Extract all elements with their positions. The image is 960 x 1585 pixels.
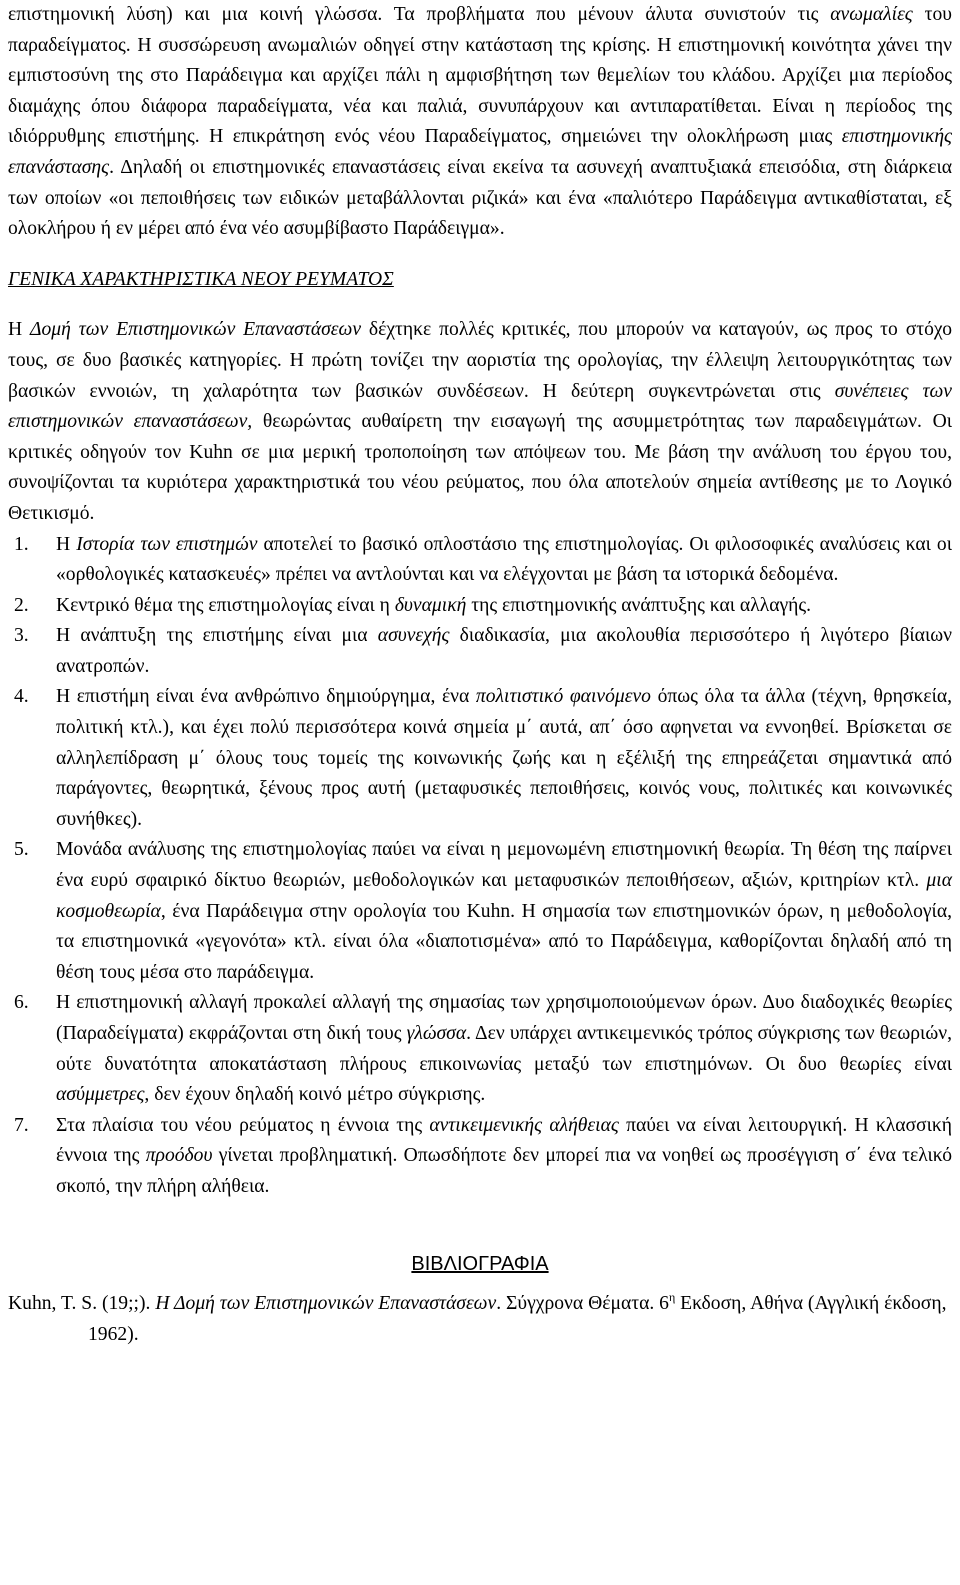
text-run: αποτελεί το βασικό οπλοστάσιο της επιστημολογίας. Οι φιλοσοφικές αναλύσεις και οι «ορθολογικές κατασκευές» πρέπει να αντλούνται και να ελέγχονται με βάση τα ιστορικά δεδομένα. [56, 533, 952, 586]
italic-text: ασύμμετρες [56, 1084, 145, 1106]
text-run: της επιστημονικής ανάπτυξης και αλλαγής. [466, 594, 812, 616]
italic-text: γλώσσα [406, 1023, 467, 1044]
italic-text: Δομή των Επιστημονικών Επαναστάσεων [30, 319, 362, 341]
italic-text: δυναμική [394, 594, 467, 616]
text-run: Στα πλαίσια του νέου ρεύματος η έννοια της [56, 1114, 430, 1136]
text-run: παύει να είναι λειτουργική. Η κλασσική έννοια της [56, 1114, 952, 1167]
list-item-text [56, 992, 952, 1105]
list-item [14, 621, 952, 682]
list-item-text [56, 839, 952, 982]
text-run: , δεν έχουν δηλαδή κοινό μέτρο σύγκρισης. [144, 1084, 486, 1106]
text-run: Μονάδα ανάλυσης της επιστημολογίας παύει να είναι η μεμονωμένη επιστημονική θεωρία. Τη θέση της παίρνει ένα ευρύ σφαιρικό δίκτυο θεωριών, μεθοδολογικών και μεταφυσικών πεποιθήσεων, αξιών, κριτηρίων κτλ. [56, 839, 952, 892]
list-item-text [56, 1115, 952, 1197]
text-run: . Δεν υπάρχει αντικειμενικός τρόπος σύγκρισης των θεωριών, ούτε δυνατότητα αποκατάσταση πλήρους επικοινωνίας μεταξύ των επιστημόνων. Οι δυο θεωρίες είναι [56, 1023, 952, 1075]
section-heading: ΓΕΝΙΚΑ ΧΑΡΑΚΤΗΡΙΣΤΙΚΑ ΝΕΟΥ ΡΕΥΜΑΤΟΣ [8, 268, 394, 290]
body-paragraph [8, 0, 952, 245]
features-list [8, 530, 952, 1203]
intro-paragraph [8, 315, 952, 529]
text-run: Η επιστήμη είναι ένα ανθρώπινο δημιούργημα, ένα [56, 686, 476, 708]
text-run: Η επιστημονική αλλαγή προκαλεί αλλαγή της σημασίας των χρησιμοποιούμενων όρων. Δυο διαδοχικές θεωρίες (Παραδείγματα) εκφράζονται στη δική τους [56, 992, 952, 1044]
list-item [14, 988, 952, 1110]
list-item-number: 4. [14, 686, 29, 708]
italic-text: προόδου [145, 1145, 213, 1167]
text-run: Κεντρικό θέμα της επιστημολογίας είναι η [56, 594, 395, 616]
list-item-number: 6. [14, 992, 29, 1014]
list-item-text [56, 686, 952, 829]
list-item-number: 1. [14, 533, 29, 555]
text-run: Η [56, 533, 77, 555]
list-item-number: 5. [14, 839, 29, 861]
list-item-text [56, 625, 952, 677]
italic-text: μια κοσμοθεωρία [56, 870, 952, 922]
text-run: . Δηλαδή οι επιστημονικές επαναστάσεις είναι εκείνα τα ασυνεχή αναπτυξιακά επεισόδια, στη διάρκεια των οποίων «οι πεποιθήσεις των ειδικών μεταβάλλονται ριζικά» και ένα «παλιότερο Παράδειγμα αντικαθίσταται, εξ ολοκλήρου ή εν μέρει από ένα νέο ασυμβίβαστο Παράδειγμα». [8, 156, 952, 240]
italic-text: πολιτιστικό φαινόμενο [475, 686, 651, 708]
bib-author-year: Kuhn, T. S. (19;;). [8, 1293, 156, 1315]
bib-rest: Εκδοση, Αθήνα (Αγγλική έκδοση, 1962). [88, 1293, 947, 1345]
list-item-number: 2. [14, 594, 29, 616]
bibliography-heading: ΒΙΒΛΙΟΓΡΑΦΙΑ [411, 1252, 549, 1275]
text-run: του παραδείγματος. Η συσσώρευση ανωμαλιών οδηγεί στην κατάσταση της κρίσης. Η επιστημονική κοινότητα χάνει την εμπιστοσύνη της στο Παράδειγμα και αρχίζει πάλι η αμφισβήτηση των θεμελίων του κλάδου. Αρχίζει μια περίοδος διαμάχης όπου διάφορα παραδείγματα, νέα και παλιά, συνυπάρχουν και αντιπαρατίθεται. Είναι η περίοδος της ιδιόρρυθμης επιστήμης. Η επικράτηση ενός νέου Παραδείγματος, σημειώνει την ολοκλήρωση μιας [8, 4, 952, 148]
italic-text: αντικειμενικής αλήθειας [429, 1114, 619, 1136]
italic-text: συνέπειες των επιστημονικών επαναστάσεων, [8, 380, 952, 433]
text-run: Η ανάπτυξη της επιστήμης είναι μια [56, 625, 378, 647]
list-item [14, 835, 952, 988]
italic-text: ανωμαλίες [830, 4, 913, 25]
text-run: γίνεται προβληματική. Οπωσδήποτε δεν μπορεί πια να νοηθεί ως προσέγγιση σ΄ ένα τελικό σκοπό, την πλήρη αλήθεια. [56, 1145, 952, 1197]
list-item-text [56, 595, 811, 616]
list-item [14, 1111, 952, 1203]
text-run: δέχτηκε πολλές κριτικές, που μπορούν να καταγούν, ως προς το στόχο τους, σε δυο βασικές κατηγορίες. Η πρώτη τονίζει την αοριστία της ορολογίας, την έλλειψη λειτουργικότητας των βασικών εννοιών, τη χαλαρότητα των βασικών συνδέσεων. Η δεύτερη συγκεντρώνεται στις [8, 319, 952, 402]
text-run: , ένα Παράδειγμα στην ορολογία του Kuhn. Η σημασία των επιστημονικών όρων, η μεθοδολογία, τα επιστημονικά «γεγονότα» κτλ. είναι όλα «διαποτισμένα» από το Παράδειγμα, καθορίζονται δηλαδή από τη θέση τους μέσα στο παράδειγμα. [56, 900, 952, 983]
bib-book-title: Η Δομή των Επιστημονικών Επαναστάσεων [155, 1293, 497, 1315]
text-run: όπως όλα τα άλλα (τέχνη, θρησκεία, πολιτική κτλ.), και έχει πολύ περισσότερα κοινά σημεία μ΄ αυτά, απ΄ όσο αφηνεται να εννοηθεί. Βρίσκεται σε αλληλεπίδραση μ΄ όλους τους τομείς της κοινωνικής ζωής και η εξέλιξή της επηρεάζεται σημαντικά από παράγοντες, θεωρητικά, ξένους προς αυτή (μεταφυσικές πεποιθήσεις, κοινός νους, πολιτικές και κοινωνικές συνήθκες). [56, 686, 953, 830]
list-item-number: 7. [14, 1114, 29, 1136]
bib-superscript: η [668, 1290, 676, 1305]
list-item-number: 3. [14, 625, 29, 647]
text-run: θεωρώντας αυθαίρετη την εισαγωγή της ασυμμετρότητας των παραδειγμάτων. Οι κριτικές οδηγούν τον Kuhn σε μια μερική τροποποίηση των απόψεων του. Με βάση την ανάλυση του έργου του, συνοψίζονται τα κυριότερα χαρακτηριστικά του νέου ρεύματος, που όλα αποτελούν σημεία αντίθεσης με το Λογικό Θετικισμό. [8, 411, 952, 524]
text-run: διαδικασία, μια ακολουθία περισσότερο ή λιγότερο βίαιων ανατροπών. [56, 625, 952, 677]
text-run: Η [8, 319, 30, 341]
text-run: επιστημονική λύση) και μια κοινή γλώσσα. Τα προβλήματα που μένουν άλυτα συνιστούν τις [8, 4, 831, 25]
italic-text: Ιστορία των επιστημών [76, 533, 258, 555]
bibliography-entry [8, 1289, 952, 1350]
bib-publisher-edition: . Σύγχρονα Θέματα. 6 [496, 1293, 669, 1315]
italic-text: ασυνεχής [377, 625, 450, 647]
italic-text: επιστημονικής επανάστασης [8, 126, 952, 178]
list-item [14, 682, 953, 835]
list-item [14, 591, 952, 622]
list-item-text [56, 534, 952, 586]
list-item [14, 530, 952, 591]
